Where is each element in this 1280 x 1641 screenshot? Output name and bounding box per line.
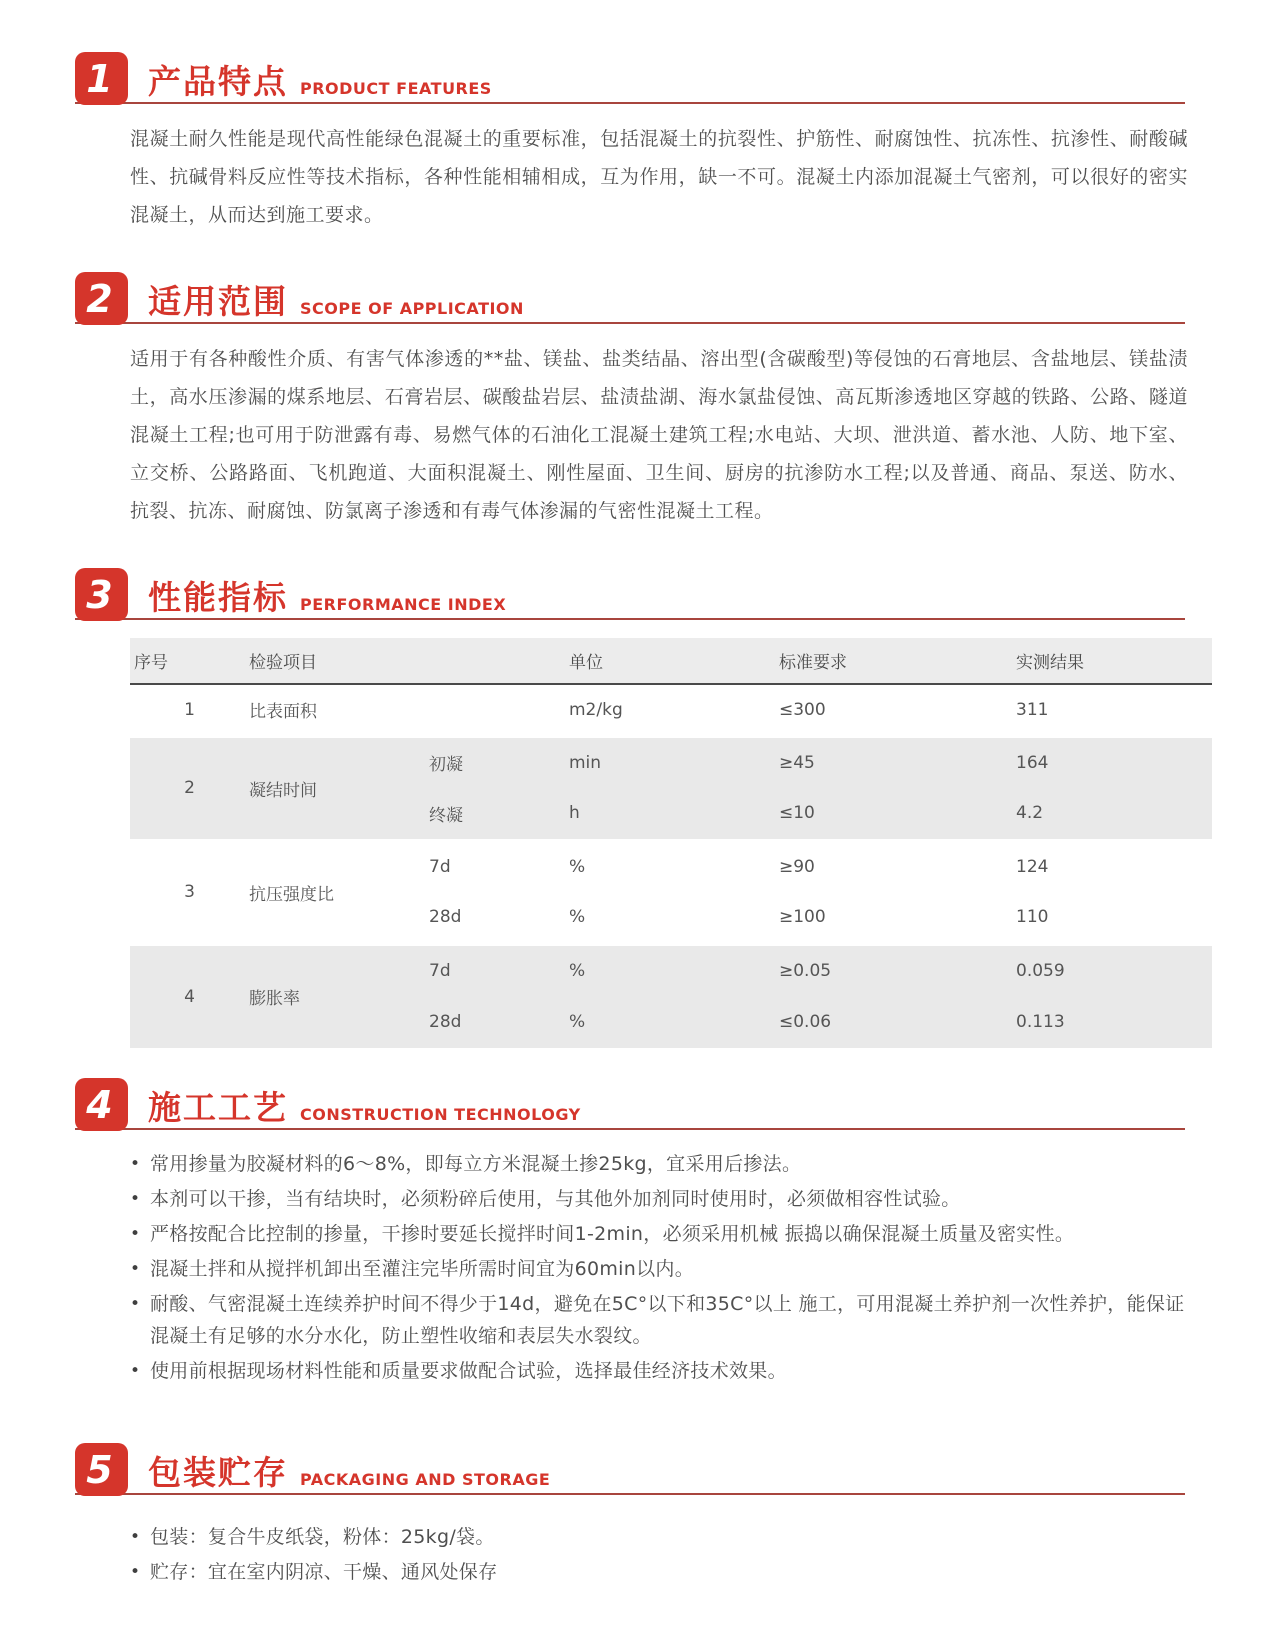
cell-subitem: 终凝 <box>429 805 463 826</box>
section-header <box>75 568 1185 620</box>
section-number-badge <box>75 52 128 105</box>
table-row <box>130 736 1212 788</box>
list-item: • 包装：复合牛皮纸袋，粉体：25kg/袋。 <box>130 1521 1190 1553</box>
cell-unit: % <box>569 1012 586 1032</box>
cell-item: 膨胀率 <box>245 944 425 1048</box>
section-title-en: PERFORMANCE INDEX <box>300 595 507 615</box>
section-header <box>75 1078 1185 1130</box>
col-header-index: 序号 <box>130 638 245 684</box>
cell-index: 4 <box>130 944 245 1048</box>
section-titles <box>148 1088 581 1128</box>
section-titles <box>148 282 524 322</box>
list-item: • 严格按配合比控制的掺量，干掺时要延长搅拌时间1-2min，必须采用机械 振捣以确保混凝土质量及密实性。 <box>130 1218 1190 1250</box>
section-title-en: PACKAGING AND STORAGE <box>300 1470 551 1490</box>
section-title-en: SCOPE OF APPLICATION <box>300 299 524 319</box>
table-row <box>130 684 1212 736</box>
section-title-zh: 包装贮存 <box>148 1453 288 1492</box>
table-header-row <box>130 638 1212 684</box>
section-titles <box>148 578 507 618</box>
cell-unit: % <box>569 907 586 928</box>
col-header-result: 实测结果 <box>1012 638 1212 684</box>
section-scope-of-application <box>75 272 1188 530</box>
section-number: 1 <box>86 56 113 101</box>
section-header <box>75 272 1185 324</box>
packaging-bullet-list <box>130 1521 1190 1588</box>
list-item: • 常用掺量为胶凝材料的6～8%，即每立方米混凝土掺25kg，宜采用后掺法。 <box>130 1148 1190 1180</box>
cell-unit: h <box>569 803 580 824</box>
section-title-zh: 性能指标 <box>148 578 288 617</box>
col-header-unit: 单位 <box>565 638 775 684</box>
cell-index: 3 <box>130 840 245 944</box>
section-product-features <box>75 52 1188 234</box>
cell-index: 2 <box>130 736 245 840</box>
section-body <box>130 340 1188 530</box>
cell-standard: ≥90 <box>775 840 1012 892</box>
list-item: • 使用前根据现场材料性能和质量要求做配合试验，选择最佳经济技术效果。 <box>130 1355 1190 1387</box>
cell-item: 比表面积 <box>249 702 317 723</box>
cell-item: 抗压强度比 <box>245 840 425 944</box>
section-title-zh: 产品特点 <box>148 62 288 101</box>
col-header-item: 检验项目 <box>245 638 565 684</box>
cell-result: 124 <box>1012 840 1212 892</box>
section-body <box>130 120 1188 234</box>
list-item: • 本剂可以干掺，当有结块时，必须粉碎后使用，与其他外加剂同时使用时，必须做相容性试验。 <box>130 1183 1190 1215</box>
features-paragraph: 混凝土耐久性能是现代高性能绿色混凝土的重要标准，包括混凝土的抗裂性、护筋性、耐腐蚀性、抗冻性、抗渗性、耐酸碱性、抗碱骨料反应性等技术指标，各种性能相辅相成，互为作用，缺一不可。混凝土内添加混凝土气密剂，可以很好的密实混凝土，从而达到施工要求。 <box>130 128 1188 226</box>
scope-paragraph: 适用于有各种酸性介质、有害气体渗透的**盐、镁盐、盐类结晶、溶出型(含碳酸型)等侵蚀的石膏地层、含盐地层、镁盐渍土，高水压渗漏的煤系地层、石膏岩层、碳酸盐岩层、盐渍盐湖、海水氯盐侵蚀、高瓦斯渗透地区穿越的铁路、公路、隧道混凝土工程;也可用于防泄露有毒、易燃气体的石油化工混凝土建筑工程;水电站、大坝、泄洪道、蓄水池、人防、地下室、立交桥、公路路面、飞机跑道、大面积混凝土、刚性屋面、卫生间、厨房的抗渗防水工程;以及普通、商品、泵送、防水、抗裂、抗冻、耐腐蚀、防氯离子渗透和有毒气体渗漏的气密性混凝土工程。 <box>130 348 1188 522</box>
section-packaging-storage <box>75 1443 1185 1588</box>
construction-bullet-list <box>130 1148 1190 1387</box>
cell-standard: ≤0.06 <box>779 1012 832 1032</box>
section-construction-technology <box>75 1078 1185 1387</box>
cell-standard: ≥100 <box>779 907 826 928</box>
section-header <box>75 1443 1185 1495</box>
section-title-zh: 适用范围 <box>148 282 288 321</box>
section-number: 3 <box>86 572 113 617</box>
cell-unit: % <box>565 944 775 996</box>
cell-subitem: 7d <box>425 944 565 996</box>
cell-result: 0.059 <box>1012 944 1212 996</box>
cell-unit: m2/kg <box>569 699 623 720</box>
cell-result: 311 <box>1016 699 1049 720</box>
cell-standard: ≥0.05 <box>775 944 1012 996</box>
list-item: • 贮存：宜在室内阴凉、干燥、通风处保存 <box>130 1556 1190 1588</box>
cell-result: 0.113 <box>1016 1012 1065 1032</box>
cell-standard: ≤300 <box>779 699 826 720</box>
list-item: • 混凝土拌和从搅拌机卸出至灌注完毕所需时间宜为60min以内。 <box>130 1253 1190 1285</box>
section-number: 4 <box>86 1082 113 1127</box>
section-number: 2 <box>86 276 113 321</box>
section-performance-index <box>75 568 1185 1048</box>
cell-result: 110 <box>1016 907 1049 928</box>
section-title-zh: 施工工艺 <box>148 1088 288 1127</box>
section-title-en: CONSTRUCTION TECHNOLOGY <box>300 1105 581 1125</box>
section-number-badge <box>75 568 128 621</box>
cell-subitem: 初凝 <box>425 736 565 788</box>
cell-subitem: 28d <box>429 1012 462 1032</box>
list-item: • 耐酸、气密混凝土连续养护时间不得少于14d，避免在5C°以下和35C°以上 施工，可用混凝土养护剂一次性养护，能保证混凝土有足够的水分水化，防止塑性收缩和表层失水裂纹。 <box>130 1288 1190 1352</box>
cell-standard: ≥45 <box>775 736 1012 788</box>
cell-unit: % <box>565 840 775 892</box>
cell-standard: ≤10 <box>779 803 815 824</box>
table-row <box>130 840 1212 892</box>
cell-item: 凝结时间 <box>245 736 425 840</box>
cell-result: 4.2 <box>1016 803 1044 824</box>
section-number-badge <box>75 1443 128 1496</box>
section-titles <box>148 1453 551 1493</box>
performance-table <box>130 638 1212 1048</box>
section-titles <box>148 62 492 102</box>
section-number-badge <box>75 272 128 325</box>
section-header <box>75 52 1185 104</box>
col-header-standard: 标准要求 <box>775 638 1012 684</box>
section-title-en: PRODUCT FEATURES <box>300 79 492 99</box>
cell-unit: min <box>565 736 775 788</box>
section-number: 5 <box>86 1447 113 1492</box>
table-row <box>130 944 1212 996</box>
cell-result: 164 <box>1012 736 1212 788</box>
cell-index: 1 <box>184 699 195 720</box>
cell-subitem: 7d <box>425 840 565 892</box>
section-number-badge <box>75 1078 128 1131</box>
cell-subitem: 28d <box>429 907 462 928</box>
